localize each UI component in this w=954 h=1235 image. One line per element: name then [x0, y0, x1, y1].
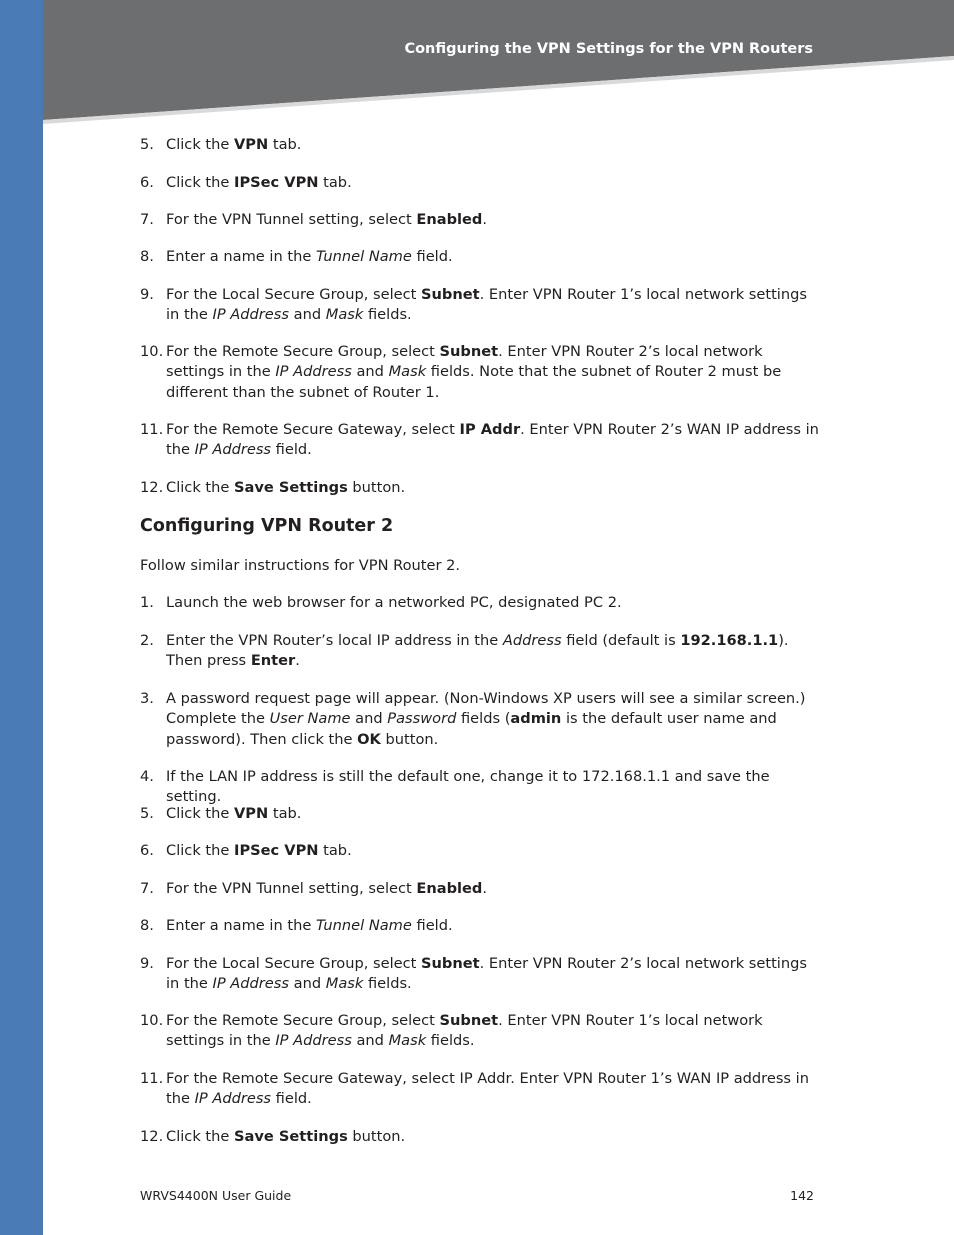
italic-term: IP Address [212, 975, 289, 993]
step-text [166, 1127, 820, 1147]
step-text [166, 135, 820, 155]
text-run: button. [347, 479, 406, 496]
text-run: field. [271, 1090, 312, 1108]
bold-term: VPN [234, 136, 269, 153]
step-number: 9. [140, 286, 154, 303]
step-number: 7. [140, 211, 154, 228]
list-item [140, 478, 820, 498]
step-text [166, 879, 820, 899]
text-run: Click the [166, 805, 235, 822]
italic-term: IP Address [194, 1090, 272, 1108]
text-run: For the Remote Secure Group, select [166, 343, 440, 360]
step-number: 8. [140, 917, 154, 934]
text-run: Click the [166, 136, 235, 153]
list-item [140, 804, 820, 824]
list-item [140, 841, 820, 861]
text-run: is the default user name and password). Then click the [166, 710, 777, 748]
bold-term: IP Addr [459, 421, 521, 438]
text-run: field. [411, 248, 453, 265]
bold-term: 192.168.1.1 [680, 632, 779, 649]
text-run: Click the [166, 479, 235, 496]
step-text [166, 247, 820, 267]
text-run: fields. [363, 975, 412, 993]
footer-page-number: 142 [790, 1188, 814, 1203]
list-item [140, 420, 820, 461]
side-accent-bar [0, 0, 43, 1235]
step-text [166, 631, 820, 672]
step-number: 12. [140, 1128, 164, 1145]
text-run: Enter a name in the [166, 917, 316, 934]
text-run: . Enter VPN Router 1’s local network settings in the [166, 1012, 763, 1050]
text-run: and [350, 710, 388, 728]
header-band-shape [43, 0, 954, 125]
step-text [166, 478, 820, 498]
text-run: A password request page will appear. (Non-Windows XP users will see a similar screen.) Complete the [166, 690, 806, 728]
text-run: fields ( [456, 710, 511, 728]
italic-term: IP Address [194, 441, 272, 459]
italic-term: Address [502, 632, 562, 649]
step-text [166, 841, 820, 861]
bold-term: Save Settings [234, 1128, 348, 1145]
text-run: field (default is [561, 632, 681, 649]
list-item [140, 954, 820, 995]
step-number: 12. [140, 479, 164, 496]
step-text [166, 173, 820, 193]
header-band-polygon [43, 0, 954, 120]
step-number: 6. [140, 174, 154, 191]
step-number: 5. [140, 805, 154, 822]
step-number: 3. [140, 690, 154, 707]
text-run: For the VPN Tunnel setting, select [166, 880, 417, 897]
text-run: and [289, 975, 326, 993]
step-number: 11. [140, 421, 164, 438]
text-run: Click the [166, 174, 235, 191]
list-item [140, 767, 820, 808]
text-run: For the Remote Secure Gateway, select IP Addr. Enter VPN Router 1’s WAN IP address in the [166, 1070, 809, 1108]
bold-term: OK [357, 730, 381, 748]
step-text [166, 916, 820, 936]
bold-term: VPN [234, 805, 269, 822]
list-item [140, 210, 820, 230]
text-run: Click the [166, 1128, 235, 1145]
section-intro: Follow similar instructions for VPN Router 2. [140, 557, 461, 574]
italic-term: IP Address [275, 1032, 352, 1050]
text-run: tab. [268, 805, 302, 822]
italic-term: Password [387, 710, 457, 728]
step-text [166, 420, 820, 461]
text-run: and [351, 1032, 389, 1050]
step-number: 4. [140, 768, 154, 785]
step-number: 11. [140, 1070, 164, 1087]
step-text [166, 804, 820, 824]
step-text [166, 767, 820, 808]
text-run: . Enter VPN Router 2’s local network settings in the [166, 343, 763, 381]
text-run: fields. Note that the subnet of Router 2 must be different than the subnet of Router 1. [166, 363, 782, 401]
header-band [43, 0, 954, 125]
list-item [140, 135, 820, 155]
step-text [166, 285, 820, 326]
italic-term: IP Address [275, 363, 352, 381]
text-run: field. [271, 441, 312, 459]
italic-term: User Name [269, 710, 351, 728]
text-run: . Enter VPN Router 2’s WAN IP address in the [166, 421, 819, 459]
text-run: For the Remote Secure Gateway, select [166, 421, 460, 438]
running-header-title: Configuring the VPN Settings for the VPN Routers [404, 41, 813, 57]
step-number: 6. [140, 842, 154, 859]
bold-term: Enter [250, 652, 296, 670]
text-run: If the LAN IP address is still the default one, change it to 172.168.1.1 and save the setting. [166, 768, 770, 806]
list-item [140, 879, 820, 899]
italic-term: Mask [325, 975, 364, 993]
list-item [140, 1069, 820, 1110]
text-run: Launch the web browser for a networked PC, designated PC 2. [166, 594, 622, 611]
italic-term: Tunnel Name [315, 917, 412, 934]
bold-term: Subnet [439, 343, 499, 360]
text-run: ). Then press [166, 632, 789, 670]
list-item [140, 1127, 820, 1147]
text-run: and [351, 363, 389, 381]
bold-term: IPSec VPN [234, 842, 319, 859]
step-number: 1. [140, 594, 154, 611]
bold-term: Subnet [439, 1012, 499, 1029]
list-item [140, 285, 820, 326]
step-number: 10. [140, 343, 164, 360]
text-run: For the Local Secure Group, select [166, 286, 422, 303]
text-run: button. [380, 730, 439, 748]
text-run: . Enter VPN Router 2’s local network settings in the [166, 955, 807, 993]
text-run: For the Local Secure Group, select [166, 955, 422, 972]
bold-term: Subnet [421, 286, 480, 303]
text-run: tab. [268, 136, 302, 153]
step-text [166, 689, 820, 750]
text-run: For the Remote Secure Group, select [166, 1012, 440, 1029]
text-run: . Enter VPN Router 1’s local network settings in the [166, 286, 807, 324]
text-run: . [295, 652, 300, 670]
italic-term: Mask [388, 1032, 427, 1050]
step-text [166, 1011, 820, 1052]
step-text [166, 1069, 820, 1110]
step-number: 9. [140, 955, 154, 972]
italic-term: Mask [388, 363, 427, 381]
text-run: Enter the VPN Router’s local IP address in the [166, 632, 503, 649]
step-text [166, 954, 820, 995]
text-run: button. [347, 1128, 406, 1145]
italic-term: Tunnel Name [315, 248, 412, 265]
list-item [140, 689, 820, 750]
bold-term: admin [510, 710, 562, 728]
italic-term: IP Address [212, 306, 289, 324]
bold-term: Save Settings [234, 479, 348, 496]
list-item [140, 342, 820, 403]
text-run: fields. [426, 1032, 475, 1050]
step-number: 2. [140, 632, 154, 649]
text-run: Enter a name in the [166, 248, 316, 265]
list-item [140, 631, 820, 672]
list-item [140, 247, 820, 267]
section-heading: Configuring VPN Router 2 [140, 516, 394, 536]
footer-guide-title: WRVS4400N User Guide [140, 1188, 292, 1203]
text-run: Click the [166, 842, 235, 859]
text-run: field. [411, 917, 453, 934]
step-number: 10. [140, 1012, 164, 1029]
step-text [166, 210, 820, 230]
step-number: 8. [140, 248, 154, 265]
bold-term: Subnet [421, 955, 480, 972]
text-run: tab. [318, 174, 352, 191]
bold-term: IPSec VPN [234, 174, 319, 191]
step-number: 5. [140, 136, 154, 153]
text-run: fields. [363, 306, 412, 324]
text-run: . [482, 880, 487, 897]
text-run: . [482, 211, 487, 228]
list-item [140, 916, 820, 936]
text-run: and [289, 306, 326, 324]
text-run: For the VPN Tunnel setting, select [166, 211, 417, 228]
italic-term: Mask [325, 306, 364, 324]
bold-term: Enabled [416, 880, 483, 897]
step-number: 7. [140, 880, 154, 897]
step-text [166, 342, 820, 403]
text-run: tab. [318, 842, 352, 859]
bold-term: Enabled [416, 211, 483, 228]
list-item [140, 173, 820, 193]
step-text [166, 593, 820, 613]
list-item [140, 593, 820, 613]
list-item [140, 1011, 820, 1052]
